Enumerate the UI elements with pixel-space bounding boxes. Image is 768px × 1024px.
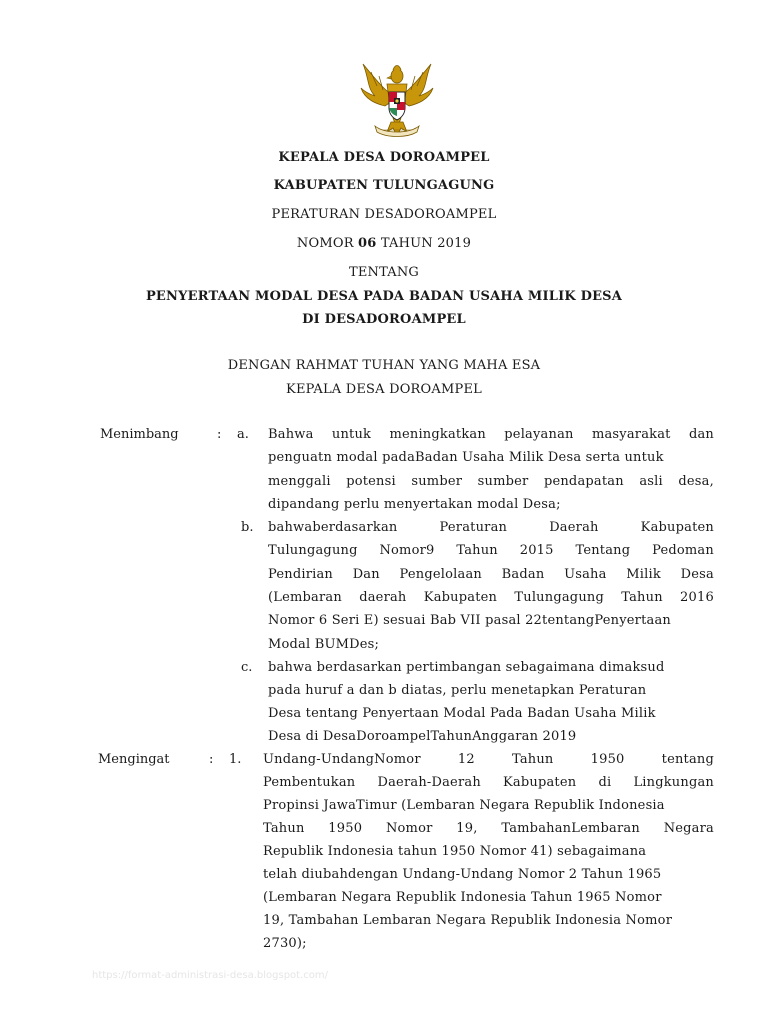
word: Pedoman	[652, 543, 714, 558]
menimbang-a-line2: penguatn modal padaBadan Usaha Milik Desa serta untuk	[268, 450, 664, 465]
word: Dan	[352, 567, 380, 582]
mengingat-line9: 2730);	[263, 936, 307, 951]
menimbang-colon: :	[217, 427, 222, 442]
menimbang-c-marker: c.	[241, 660, 253, 675]
word: pendapatan	[543, 474, 624, 489]
issuer-title: KEPALA DESA DOROAMPEL	[278, 150, 490, 165]
word: Pendirian	[268, 567, 334, 582]
word: 1950	[590, 752, 625, 767]
kepala-line: KEPALA DESA DOROAMPEL	[286, 382, 482, 397]
word: Tulungagung	[514, 590, 604, 605]
menimbang-a-line4: dipandang perlu menyertakan modal Desa;	[268, 497, 561, 512]
word: asli	[639, 474, 663, 489]
word: meningkatkan	[389, 427, 486, 442]
word: pelayanan	[504, 427, 574, 442]
regulation-number	[0, 236, 768, 251]
word: masyarakat	[591, 427, 671, 442]
word: Kabupaten	[640, 520, 714, 535]
menimbang-b-marker: b.	[241, 520, 254, 535]
word: 2015	[519, 543, 554, 558]
word: sumber	[477, 474, 529, 489]
word: (Lembaran	[268, 590, 342, 605]
mengingat-line7: (Lembaran Negara Republik Indonesia Tahun 1965 Nomor	[263, 890, 662, 905]
word: Nomor	[385, 821, 433, 836]
word: sumber	[411, 474, 463, 489]
tentang-label: TENTANG	[348, 265, 420, 280]
menimbang-b-line6: Modal BUMDes;	[268, 637, 380, 652]
word: TambahanLembaran	[501, 821, 640, 836]
mengingat-label: Mengingat	[98, 752, 170, 767]
nomor-value: 06	[358, 236, 377, 251]
mengingat-line2	[263, 775, 714, 790]
word: Tahun	[511, 752, 554, 767]
mengingat-line1	[263, 752, 714, 767]
mengingat-colon: :	[209, 752, 214, 767]
word: 2016	[680, 590, 714, 605]
word: Daerah	[549, 520, 599, 535]
menimbang-b-line5: Nomor 6 Seri E) sesuai Bab VII pasal 22tentangPenyertaan	[268, 613, 671, 628]
regulation-title-text: PERATURAN DESADOROAMPEL	[271, 207, 497, 222]
word: potensi	[346, 474, 396, 489]
mengingat-line8: 19, Tambahan Lembaran Negara Republik Indonesia Nomor	[263, 913, 673, 928]
word: Daerah-Daerah	[377, 775, 481, 790]
menimbang-b-line3	[268, 567, 714, 582]
watermark-url: https://format-administrasi-desa.blogspot.com/	[92, 970, 329, 981]
word: Peraturan	[439, 520, 508, 535]
word: Nomor9	[379, 543, 435, 558]
word: bahwaberdasarkan	[268, 520, 398, 535]
menimbang-c-line3: Desa tentang Penyertaan Modal Pada Badan Usaha Milik	[268, 706, 656, 721]
menimbang-label: Menimbang	[100, 427, 179, 442]
word: untuk	[331, 427, 372, 442]
word: Tahun	[456, 543, 498, 558]
word: 19,	[456, 821, 478, 836]
word: Tahun	[263, 821, 305, 836]
word: tentang	[661, 752, 714, 767]
word: desa,	[678, 474, 714, 489]
word: Badan	[501, 567, 545, 582]
menimbang-b-line2	[268, 543, 714, 558]
rahmat-line: DENGAN RAHMAT TUHAN YANG MAHA ESA	[227, 358, 541, 373]
menimbang-b-line1	[268, 520, 714, 535]
menimbang-c-line4: Desa di DesaDoroampelTahunAnggaran 2019	[268, 729, 577, 744]
mengingat-line5: Republik Indonesia tahun 1950 Nomor 41) sebagaimana	[263, 844, 647, 859]
mengingat-line4	[263, 821, 714, 836]
word: Bahwa	[268, 427, 314, 442]
word: Negara	[663, 821, 714, 836]
word: Desa	[680, 567, 714, 582]
word: 1950	[328, 821, 363, 836]
menimbang-a-marker: a.	[237, 427, 249, 442]
word: Kabupaten	[503, 775, 577, 790]
mengingat-line3: Propinsi JawaTimur (Lembaran Negara Republik Indonesia	[263, 798, 665, 813]
menimbang-a-line3	[268, 474, 714, 489]
word: Tulungagung	[268, 543, 358, 558]
garuda-emblem-icon	[355, 58, 439, 142]
word: Lingkungan	[633, 775, 714, 790]
nomor-suffix: TAHUN 2019	[376, 236, 472, 251]
mengingat-1-marker: 1.	[229, 752, 242, 767]
menimbang-b-line4	[268, 590, 714, 605]
nomor-prefix: NOMOR	[296, 236, 359, 251]
subject-title-line1: PENYERTAAN MODAL DESA PADA BADAN USAHA MILIK DESA	[145, 289, 623, 304]
word: dan	[688, 427, 714, 442]
word: menggali	[268, 474, 331, 489]
regulation-title	[0, 207, 768, 222]
word: Milik	[626, 567, 661, 582]
word: Pembentukan	[263, 775, 356, 790]
word: 12	[457, 752, 475, 767]
word: Kabupaten	[423, 590, 498, 605]
mengingat-line6: telah diubahdengan Undang-Undang Nomor 2 Tahun 1965	[263, 867, 662, 882]
word: Pengelolaan	[399, 567, 482, 582]
menimbang-c-line1: bahwa berdasarkan pertimbangan sebagaimana dimaksud	[268, 660, 665, 675]
regency-title: KABUPATEN TULUNGAGUNG	[273, 178, 495, 193]
word: Usaha	[564, 567, 607, 582]
subject-title-line2: DI DESADOROAMPEL	[302, 312, 466, 327]
menimbang-c-line2: pada huruf a dan b diatas, perlu menetapkan Peraturan	[268, 683, 647, 698]
word: Undang-UndangNomor	[263, 752, 421, 767]
word: daerah	[359, 590, 407, 605]
word: Tentang	[575, 543, 631, 558]
word: di	[598, 775, 612, 790]
word: Tahun	[621, 590, 663, 605]
menimbang-a-line1	[268, 427, 714, 442]
